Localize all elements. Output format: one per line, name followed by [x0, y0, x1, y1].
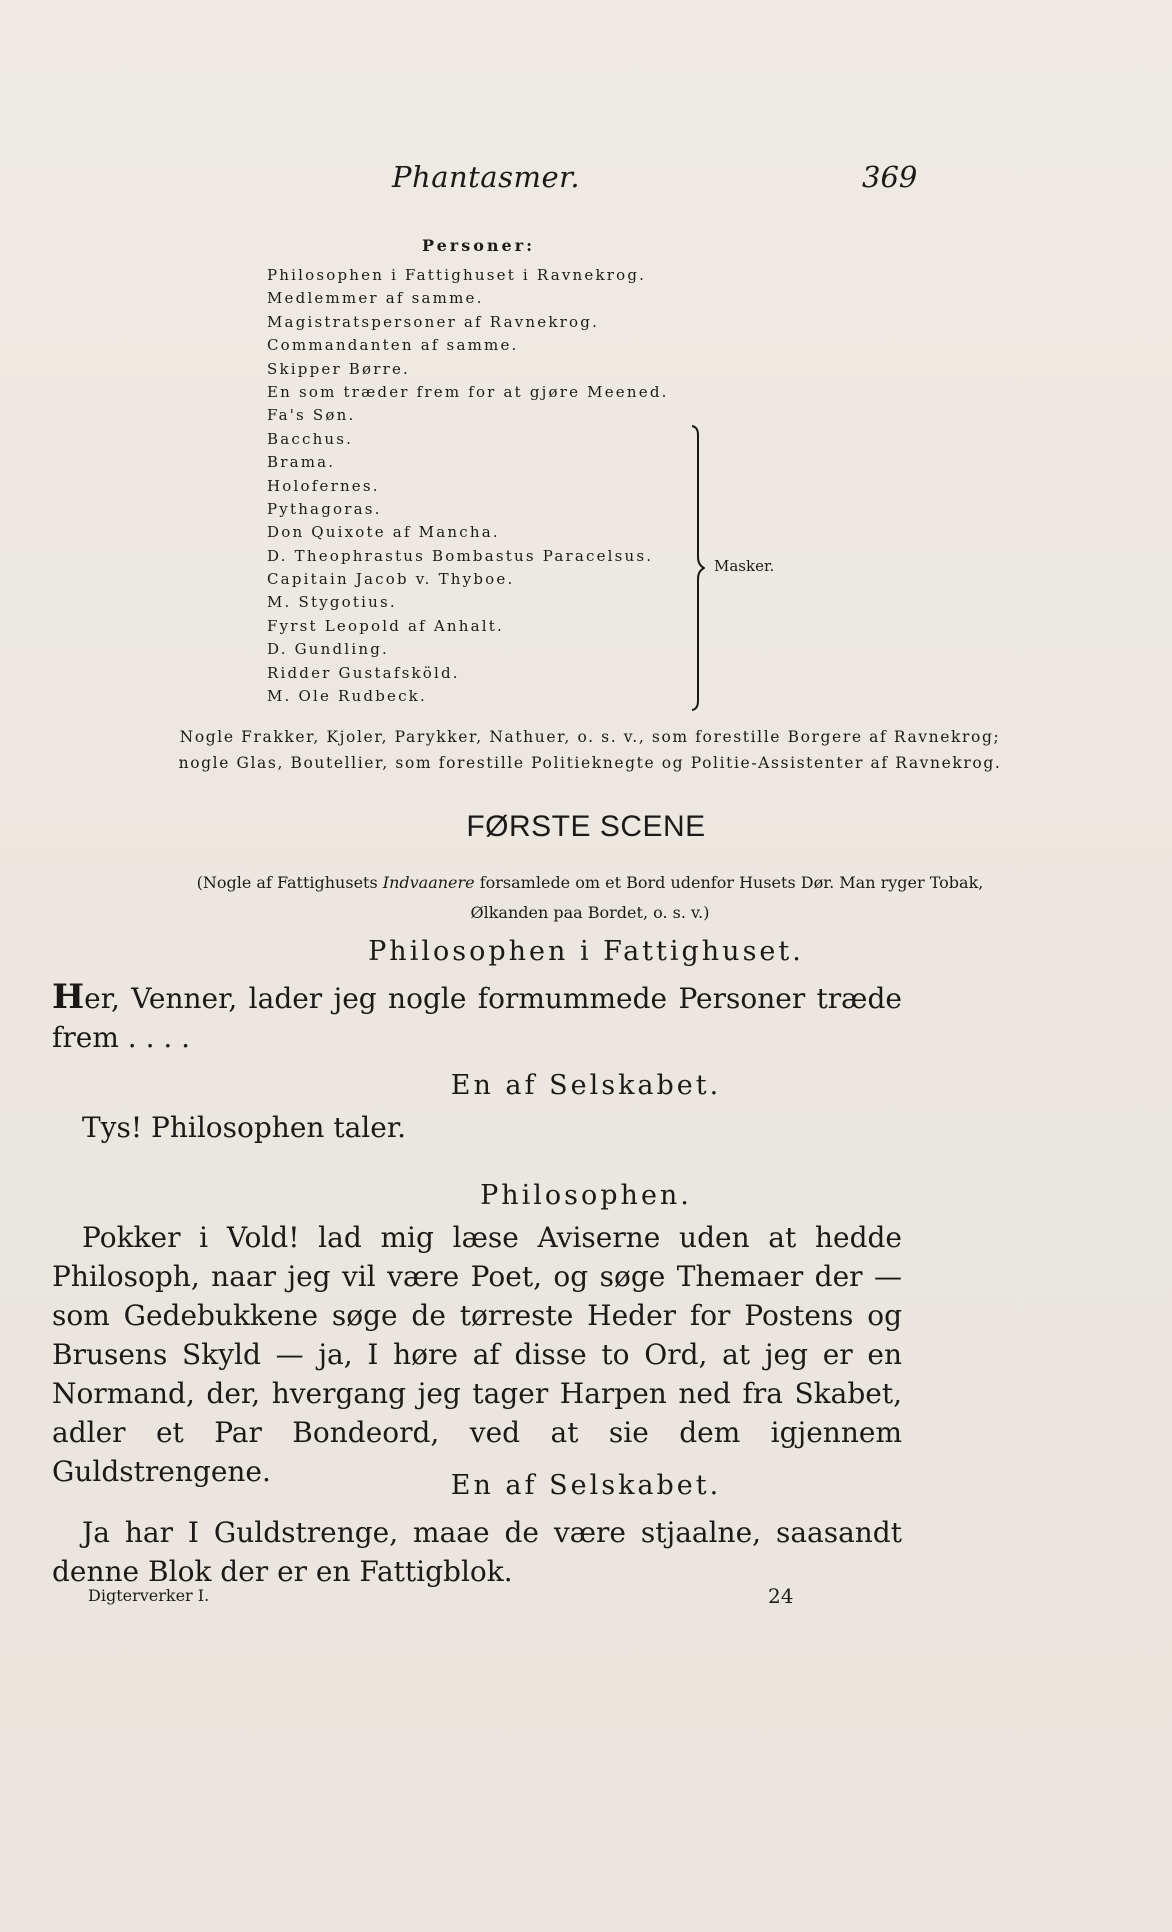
stage-direction-line: Ølkanden paa Bordet, o. s. v.) — [470, 903, 710, 922]
cast-item: Philosophen i Fattighuset i Ravnekrog. — [267, 266, 647, 284]
speaker-name: En af Selskabet. — [450, 1470, 722, 1501]
direction-italic: Indvaanere — [382, 873, 475, 892]
cast-item: M. Ole Rudbeck. — [267, 687, 427, 706]
cast-heading: Personer: — [422, 236, 536, 255]
props-note — [70, 724, 1110, 776]
cast-item: D. Gundling. — [267, 640, 389, 659]
speaker-name: Philosophen. — [480, 1180, 692, 1211]
cast-item: Bacchus. — [267, 429, 354, 448]
cast-item: Capitain Jacob v. Thyboe. — [267, 570, 515, 589]
speech-body: er, Venner, lader jeg nogle formummede Personer træde frem . . . . — [52, 982, 902, 1054]
speech-text: Ja har I Guldstrenge, maae de være stjaalne, saasandt denne Blok der er en Fattigblok. — [52, 1516, 902, 1588]
stage-direction — [70, 868, 1110, 928]
speech-text: Tys! Philosophen taler. — [82, 1111, 407, 1144]
speaker-name: Philosophen i Fattighuset. — [368, 936, 804, 967]
cast-item: Brama. — [267, 453, 336, 472]
cast-item: Don Quixote af Mancha. — [267, 523, 500, 542]
speaker-name: En af Selskabet. — [450, 1070, 722, 1101]
stage-direction-line — [70, 868, 1110, 898]
props-note-line: Nogle Frakker, Kjoler, Parykker, Nathuer, o. s. v., som forestille Borgere af Ravnekrog; — [179, 728, 1001, 746]
scene-title: FØRSTE SCENE — [466, 810, 706, 843]
masker-label: Masker. — [714, 557, 775, 575]
signature-mark: Digterverker I. — [88, 1586, 210, 1605]
cast-item: D. Theophrastus Bombastus Paracelsus. — [267, 546, 654, 565]
direction-text: forsamlede om et Bord udenfor Husets Dør. Man ryger Tobak, — [474, 873, 984, 892]
masker-bracket — [691, 425, 705, 711]
page-number: 369 — [862, 160, 918, 194]
props-note-line: nogle Glas, Boutellier, som forestille Politieknegte og Politie-Assistenter af Ravnekrog. — [178, 754, 1002, 772]
cast-item: En som træder frem for at gjøre Meened. — [267, 382, 669, 401]
running-title: Phantasmer. — [392, 160, 581, 194]
cast-item: Magistratspersoner af Ravnekrog. — [267, 312, 600, 331]
cast-item: Pythagoras. — [267, 499, 382, 518]
cast-item: Commandanten af samme. — [267, 336, 519, 355]
cast-item: Fa's Søn. — [267, 406, 356, 425]
cast-item: Medlemmer af samme. — [267, 289, 484, 308]
cast-list — [267, 264, 669, 708]
speech-text: Pokker i Vold! lad mig læse Aviserne uden at hedde Philosoph, naar jeg vil være Poet, og søge Themaer der — som Gedebukkene søge de tørreste Heder for Postens og Brusens Skyld — ja, I høre af disse to Ord, at jeg er en Normand, der, hvergang jeg tager Harpen ned fra Skabet, adler et Par Bondeord, ved at sie dem igjennem Guldstrengene. — [52, 1221, 902, 1488]
cast-item: Skipper Børre. — [267, 359, 411, 378]
cast-item: M. Stygotius. — [267, 593, 397, 612]
cast-item: Fyrst Leopold af Anhalt. — [267, 616, 504, 635]
direction-text: (Nogle af Fattighusets — [196, 873, 383, 892]
drop-cap: H — [52, 977, 85, 1017]
sheet-number: 24 — [768, 1584, 794, 1608]
cast-item: Ridder Gustafsköld. — [267, 663, 460, 682]
cast-item: Holofernes. — [267, 476, 380, 495]
speech-text — [52, 978, 902, 1057]
